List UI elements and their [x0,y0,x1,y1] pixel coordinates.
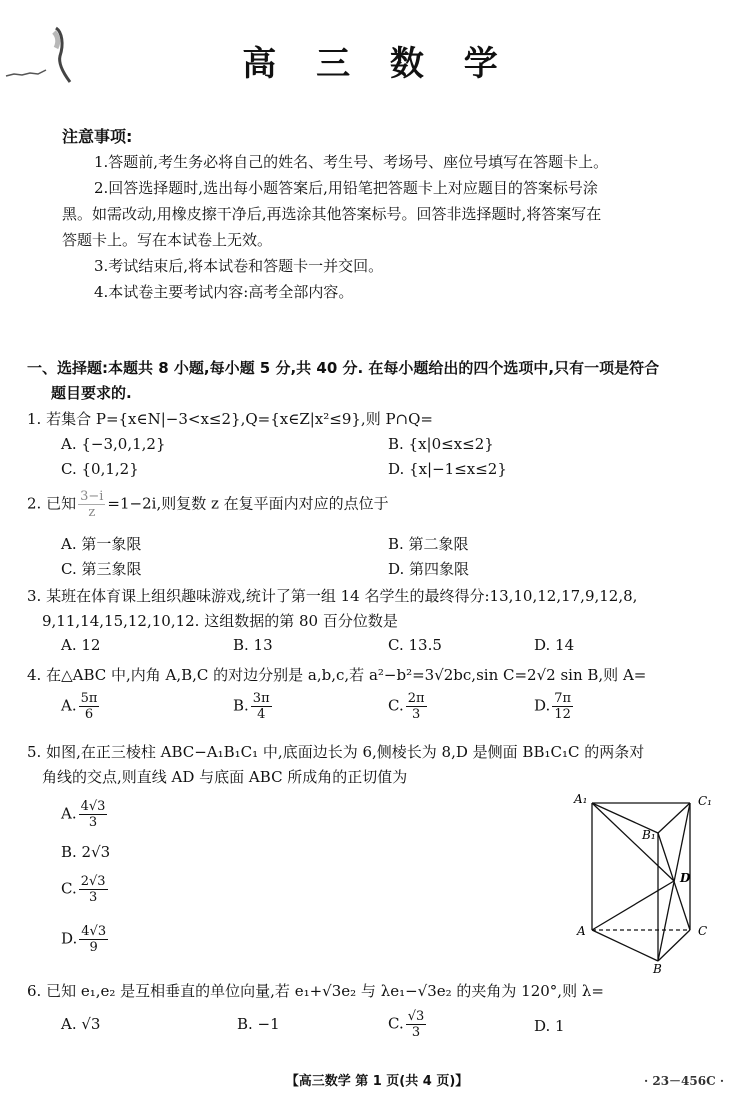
section-heading: 一、选择题:本题共 8 小题,每小题 5 分,共 40 分. 在每小题给出的四个选项中,只有一项是符合 [27,359,660,377]
page-footer: 【高三数学 第 1 页(共 4 页)】 [285,1074,469,1089]
q5-option-d [61,925,110,954]
q4-b-fraction [251,692,272,721]
q4-b-label: B. [233,696,249,715]
question-5-stem: 5. 如图,在正三棱柱 ABC−A₁B₁C₁ 中,底面边长为 6,侧棱长为 8,D 是侧面 BB₁C₁C 的两条对 [27,743,645,761]
q4-b-num: 3π [252,691,270,706]
q2-option-a: A. 第一象限 [61,535,142,553]
fig-label-d: D [680,871,691,885]
q5-c-label: C. [61,879,77,898]
q2-option-b: B. 第二象限 [388,535,469,553]
notice-line: 1.答题前,考生务必将自己的姓名、考生号、考场号、座位号填写在答题卡上。 [94,153,609,171]
q4-option-b [233,692,274,721]
q4-c-fraction [406,692,427,721]
q5-c-num: 2√3 [80,874,106,889]
q1-option-b: B. {x|0≤x≤2} [388,435,494,453]
q2-option-c: C. 第三象限 [61,560,142,578]
prism-figure [560,785,740,975]
q4-d-num: 7π [554,691,572,706]
q6-option-d: D. 1 [534,1017,565,1035]
fig-label-b: B [653,962,662,975]
notice-line: 3.考试结束后,将本试卷和答题卡一并交回。 [94,257,384,275]
q4-d-den: 12 [554,707,571,722]
q3-option-c: C. 13.5 [388,636,442,654]
section-heading-cont: 题目要求的. [51,384,132,402]
q3-option-a: A. 12 [61,636,101,654]
fig-label-c: C [698,924,708,938]
q1-option-a: A. {−3,0,1,2} [61,435,166,453]
exam-code: · 23－456C · [643,1074,724,1088]
q6-c-num: √3 [407,1009,425,1024]
q4-b-den: 4 [257,707,266,722]
q5-a-den: 3 [88,815,98,830]
q6-c-den: 3 [411,1025,421,1040]
q5-d-fraction [79,925,108,954]
fig-label-a: A [577,924,586,938]
question-2-stem [27,490,389,519]
question-5-stem-cont: 角线的交点,则直线 AD 与底面 ABC 所成角的正切值为 [42,768,408,786]
q5-d-den: 9 [89,940,98,955]
q5-c-den: 3 [88,890,98,905]
notice-line: 4.本试卷主要考试内容:高考全部内容。 [94,283,354,301]
q5-a-fraction [79,800,108,829]
notice-line: 2.回答选择题时,选出每小题答案后,用铅笔把答题卡上对应题目的答案标号涂 [94,179,598,197]
q2-option-d: D. 第四象限 [388,560,470,578]
notice-line: 答题卡上。写在本试卷上无效。 [62,231,273,249]
q4-option-c [388,692,429,721]
q5-d-label: D. [61,929,78,948]
q5-option-c [61,875,110,904]
question-1-stem: 1. 若集合 P={x∈N|−3<x≤2},Q={x∈Z|x²≤9},则 P∩Q= [27,410,433,428]
page-title: 高 三 数 学 [242,44,512,84]
q4-option-d [534,692,575,721]
q4-c-label: C. [388,696,404,715]
q6-c-label: C. [388,1014,404,1033]
fig-label-c1: C₁ [698,794,712,808]
q4-option-a [61,692,101,721]
q5-option-b: B. 2√3 [61,843,111,861]
q6-option-c [388,1010,428,1039]
q5-d-num: 4√3 [81,924,107,939]
question-3-stem: 3. 某班在体育课上组织趣味游戏,统计了第一组 14 名学生的最终得分:13,10,12,17,9,12,8, [27,587,638,605]
q6-c-fraction [406,1010,427,1039]
fig-label-b1: B₁ [642,828,656,842]
notice-line: 黑。如需改动,用橡皮擦干净后,再选涂其他答案标号。回答非选择题时,将答案写在 [62,205,602,223]
q3-option-b: B. 13 [233,636,273,654]
q2-numerator: 3−i [80,489,104,504]
q4-a-den: 6 [84,707,94,722]
question-4-stem: 4. 在△ABC 中,内角 A,B,C 的对边分别是 a,b,c,若 a²−b²=3√2bc,sin C=2√2 sin B,则 A= [27,666,647,684]
q4-a-label: A. [61,696,77,715]
q3-option-d: D. 14 [534,636,575,654]
fig-label-a1: A₁ [574,792,588,806]
q4-c-den: 3 [411,707,421,722]
q5-a-num: 4√3 [80,799,106,814]
q4-d-label: D. [534,696,551,715]
q4-c-num: 2π [407,691,425,706]
q1-option-d: D. {x|−1≤x≤2} [388,460,507,478]
q4-a-fraction [79,692,100,721]
q6-option-a: A. √3 [61,1015,101,1033]
q5-option-a [61,800,109,829]
q2-fraction [78,490,105,519]
question-6-stem: 6. 已知 e₁,e₂ 是互相垂直的单位向量,若 e₁+√3e₂ 与 λe₁−√3e₂ 的夹角为 120°,则 λ= [27,982,604,1000]
q4-d-fraction [552,692,573,721]
q6-option-b: B. −1 [237,1015,280,1033]
q1-option-c: C. {0,1,2} [61,460,139,478]
question-3-stem-cont: 9,11,14,15,12,10,12. 这组数据的第 80 百分位数是 [42,612,398,630]
q2-denominator: z [88,505,96,520]
q2-stem-post: =1−2i,则复数 z 在复平面内对应的点位于 [107,494,389,513]
notice-heading: 注意事项: [62,127,133,146]
q5-c-fraction [79,875,108,904]
q4-a-num: 5π [80,691,98,706]
q5-a-label: A. [61,804,77,823]
q2-stem-pre: 2. 已知 [27,494,77,513]
